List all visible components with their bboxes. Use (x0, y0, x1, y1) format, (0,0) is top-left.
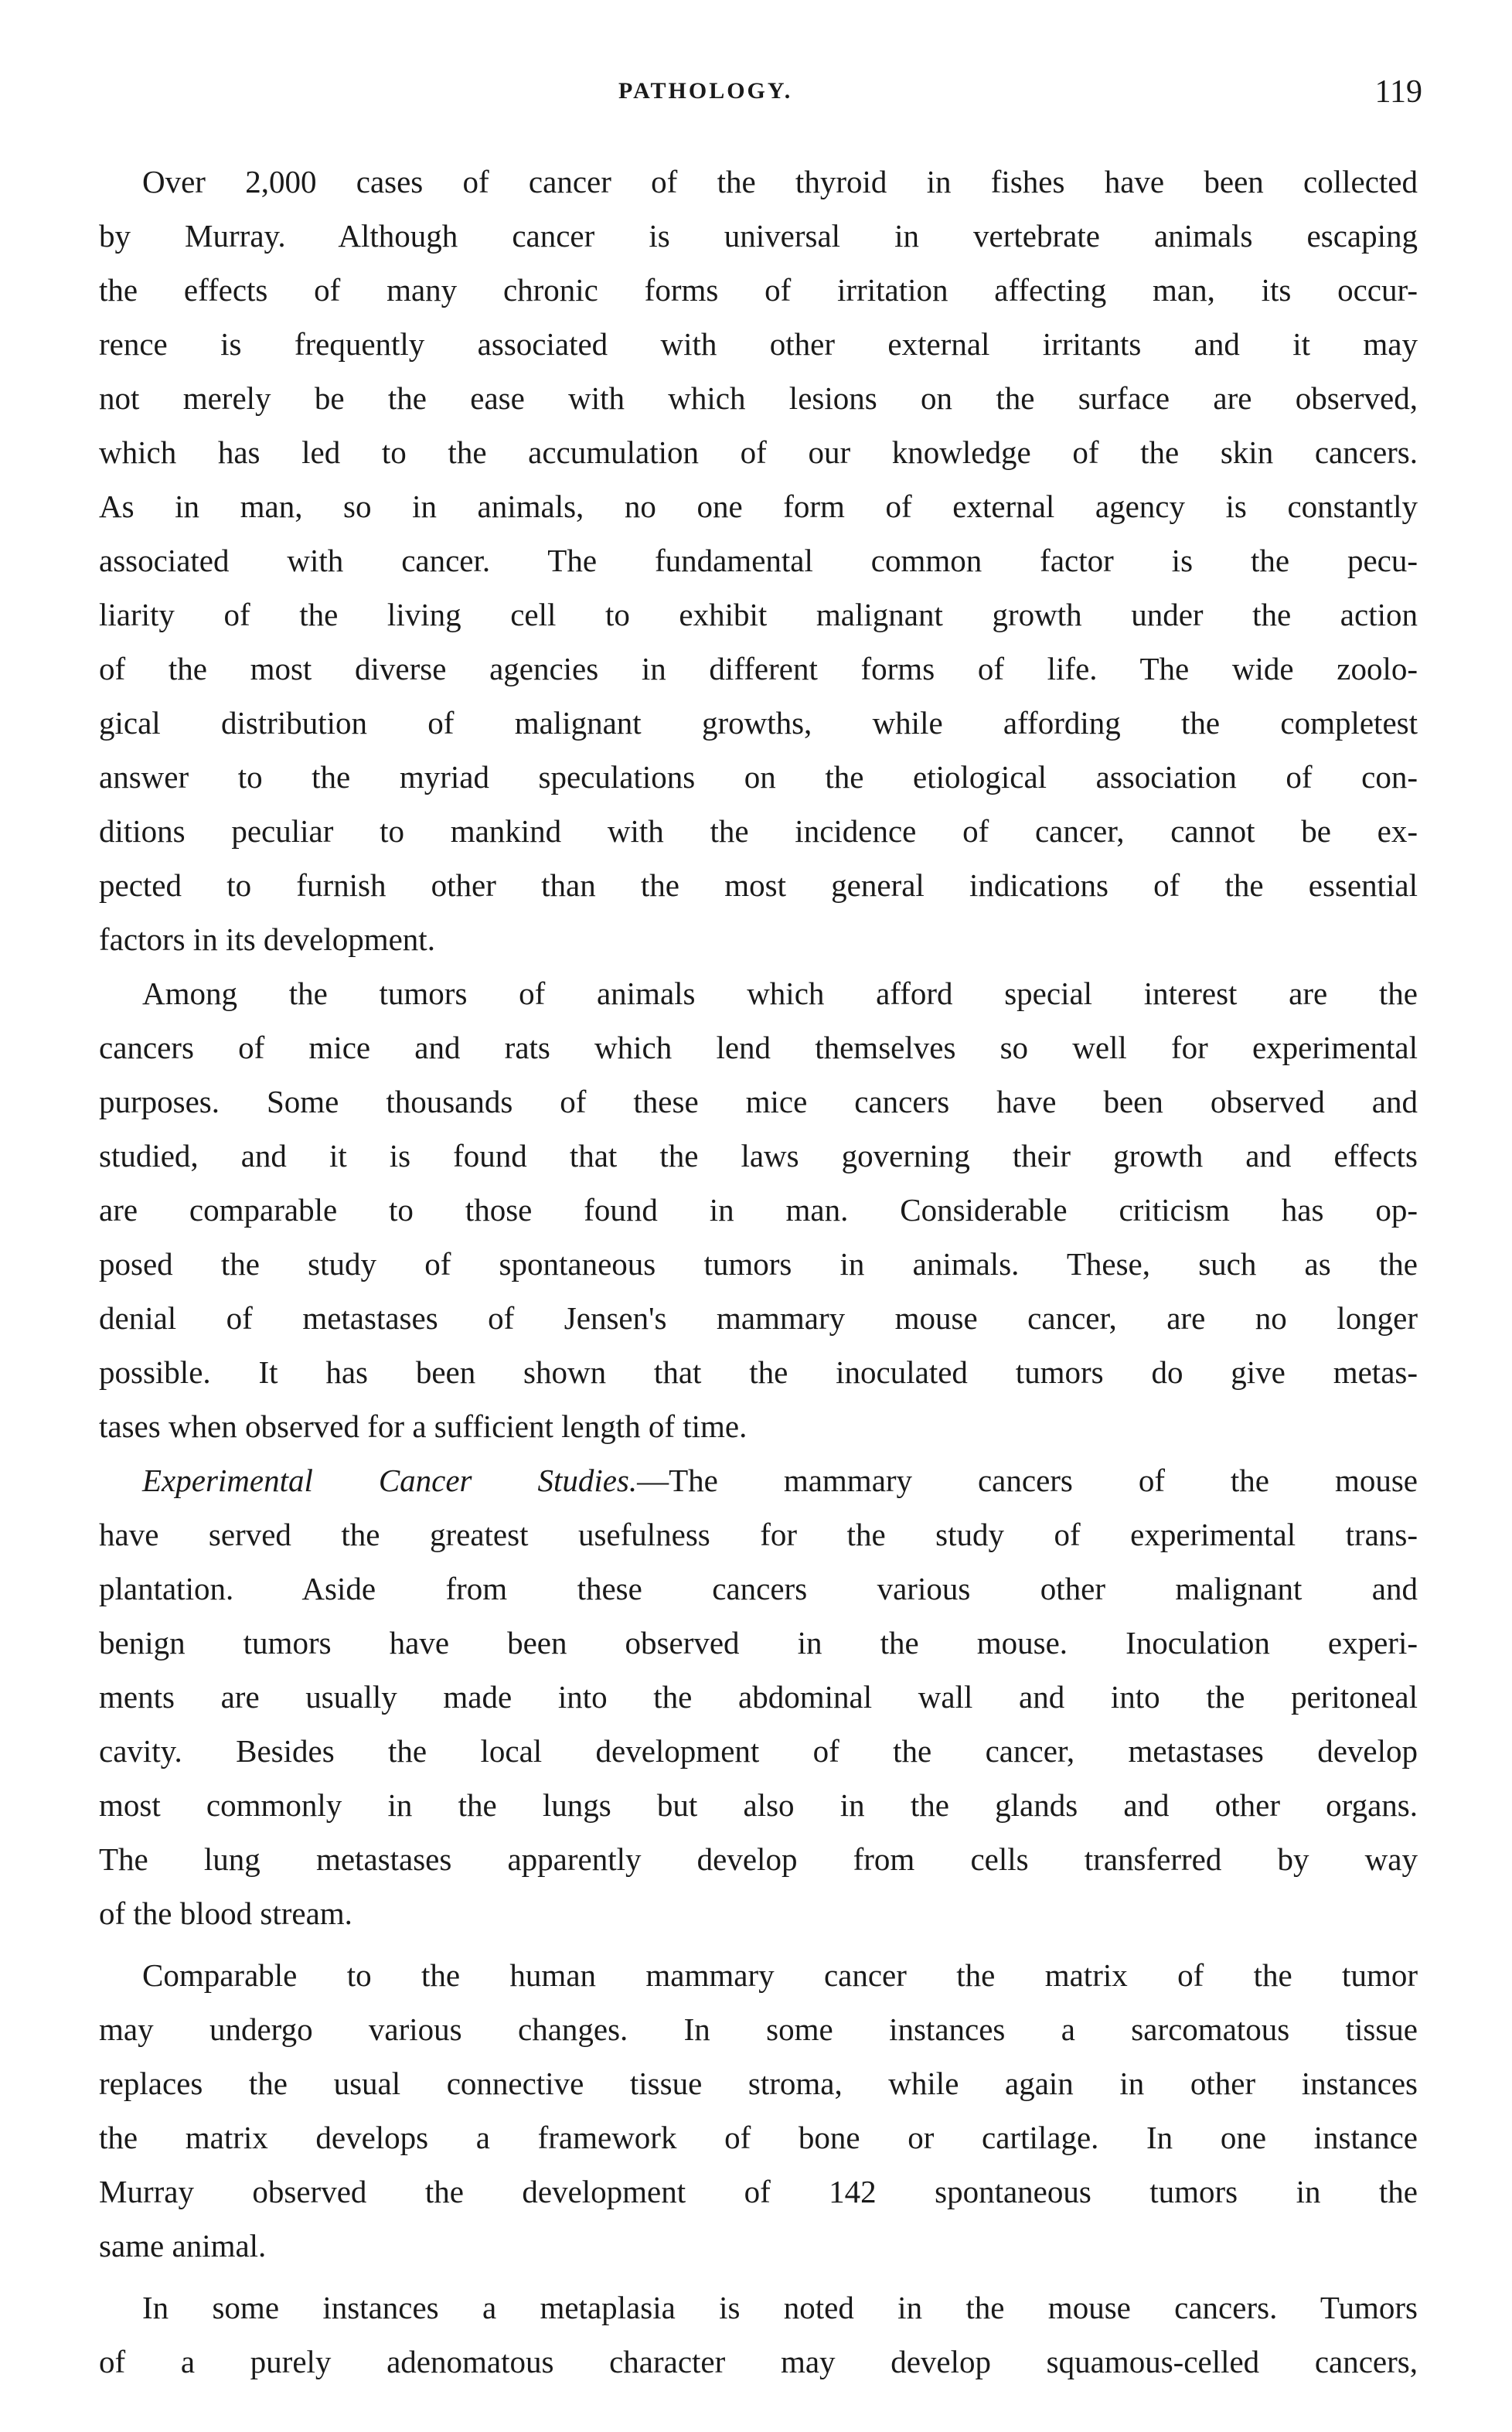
text-line: are comparable to those found in man. Considerable criticism has op- (99, 1192, 1418, 1228)
text-line: the matrix develops a framework of bone or cartilage. In one instance (99, 2120, 1418, 2155)
text-line: plantation. Aside from these cancers various other malignant and (99, 1571, 1418, 1606)
text-line: have served the greatest usefulness for the study of experimental trans- (99, 1517, 1418, 1552)
text-line: Among the tumors of animals which afford special interest are the (142, 976, 1418, 1011)
text-line: factors in its development. (99, 921, 435, 957)
text-line: of the most diverse agencies in different forms of life. The wide zoolo- (99, 651, 1418, 686)
text-line: answer to the myriad speculations on the etiological association of con- (99, 759, 1418, 795)
paragraph (99, 2280, 1418, 2389)
text-line: cancers of mice and rats which lend themselves so well for experimental (99, 1030, 1418, 1065)
text-line: In some instances a metaplasia is noted in the mouse cancers. Tumors (142, 2290, 1418, 2325)
text-line: ments are usually made into the abdominal wall and into the peritoneal (99, 1679, 1418, 1715)
paragraph-gap (99, 1940, 1418, 1948)
running-header (93, 73, 1422, 120)
text-line: of a purely adenomatous character may develop squamous-celled cancers, (99, 2344, 1418, 2379)
paragraph-gap (99, 2273, 1418, 2280)
text-line: rence is frequently associated with other external irritants and it may (99, 326, 1418, 362)
text-line: studied, and it is found that the laws governing their growth and effects (99, 1138, 1418, 1173)
text-line: The lung metastases apparently develop from cells transferred by way (99, 1841, 1418, 1877)
text-line: liarity of the living cell to exhibit malignant growth under the action (99, 597, 1418, 632)
text-line: As in man, so in animals, no one form of external agency is constantly (99, 489, 1418, 524)
text-line: which has led to the accumulation of our knowledge of the skin cancers. (99, 434, 1418, 470)
text-line: posed the study of spontaneous tumors in animals. These, such as the (99, 1246, 1418, 1282)
text-line: of the blood stream. (99, 1896, 352, 1931)
text-line: gical distribution of malignant growths, while affording the completest (99, 705, 1418, 741)
text-line: Murray observed the development of 142 spontaneous tumors in the (99, 2174, 1418, 2209)
paragraph (99, 155, 1418, 966)
text-line: pected to furnish other than the most general indications of the essential (99, 867, 1418, 903)
text-line: benign tumors have been observed in the mouse. Inoculation experi- (99, 1625, 1418, 1661)
paragraph (99, 1453, 1418, 1940)
page-number: 119 (1374, 74, 1422, 110)
text-line (99, 1453, 1418, 1507)
text-line: denial of metastases of Jensen's mammary mouse cancer, are no longer (99, 1300, 1418, 1336)
text-line: same animal. (99, 2228, 267, 2263)
text-line: the effects of many chronic forms of irritation affecting man, its occur- (99, 272, 1418, 308)
text-line: tases when observed for a sufficient length of time. (99, 1408, 747, 1444)
text-line: possible. It has been shown that the inoculated tumors do give metas- (99, 1354, 1418, 1390)
text-line: Comparable to the human mammary cancer the matrix of the tumor (142, 1957, 1418, 1993)
paragraph (99, 1948, 1418, 2273)
text-line: not merely be the ease with which lesions on the surface are observed, (99, 380, 1418, 416)
text-line: by Murray. Although cancer is universal in vertebrate animals escaping (99, 218, 1418, 254)
text-line: associated with cancer. The fundamental common factor is the pecu- (99, 543, 1418, 578)
text-line: Over 2,000 cases of cancer of the thyroid in fishes have been collected (142, 164, 1418, 199)
text-line: may undergo various changes. In some instances a sarcomatous tissue (99, 2011, 1418, 2047)
text-line: most commonly in the lungs but also in the glands and other organs. (99, 1787, 1418, 1823)
text-line: ditions peculiar to mankind with the incidence of cancer, cannot be ex- (99, 813, 1418, 849)
text-line: cavity. Besides the local development of the cancer, metastases develop (99, 1733, 1418, 1769)
body-text (99, 155, 1418, 2389)
running-title: PATHOLOGY. (618, 78, 793, 104)
section-heading: Experimental Cancer Studies. (142, 1463, 638, 1498)
text-line: purposes. Some thousands of these mice cancers have been observed and (99, 1084, 1418, 1119)
paragraph (99, 966, 1418, 1453)
text-line: replaces the usual connective tissue stroma, while again in other instances (99, 2066, 1418, 2101)
heading-line-rest: —The mammary cancers of the mouse (637, 1463, 1418, 1498)
